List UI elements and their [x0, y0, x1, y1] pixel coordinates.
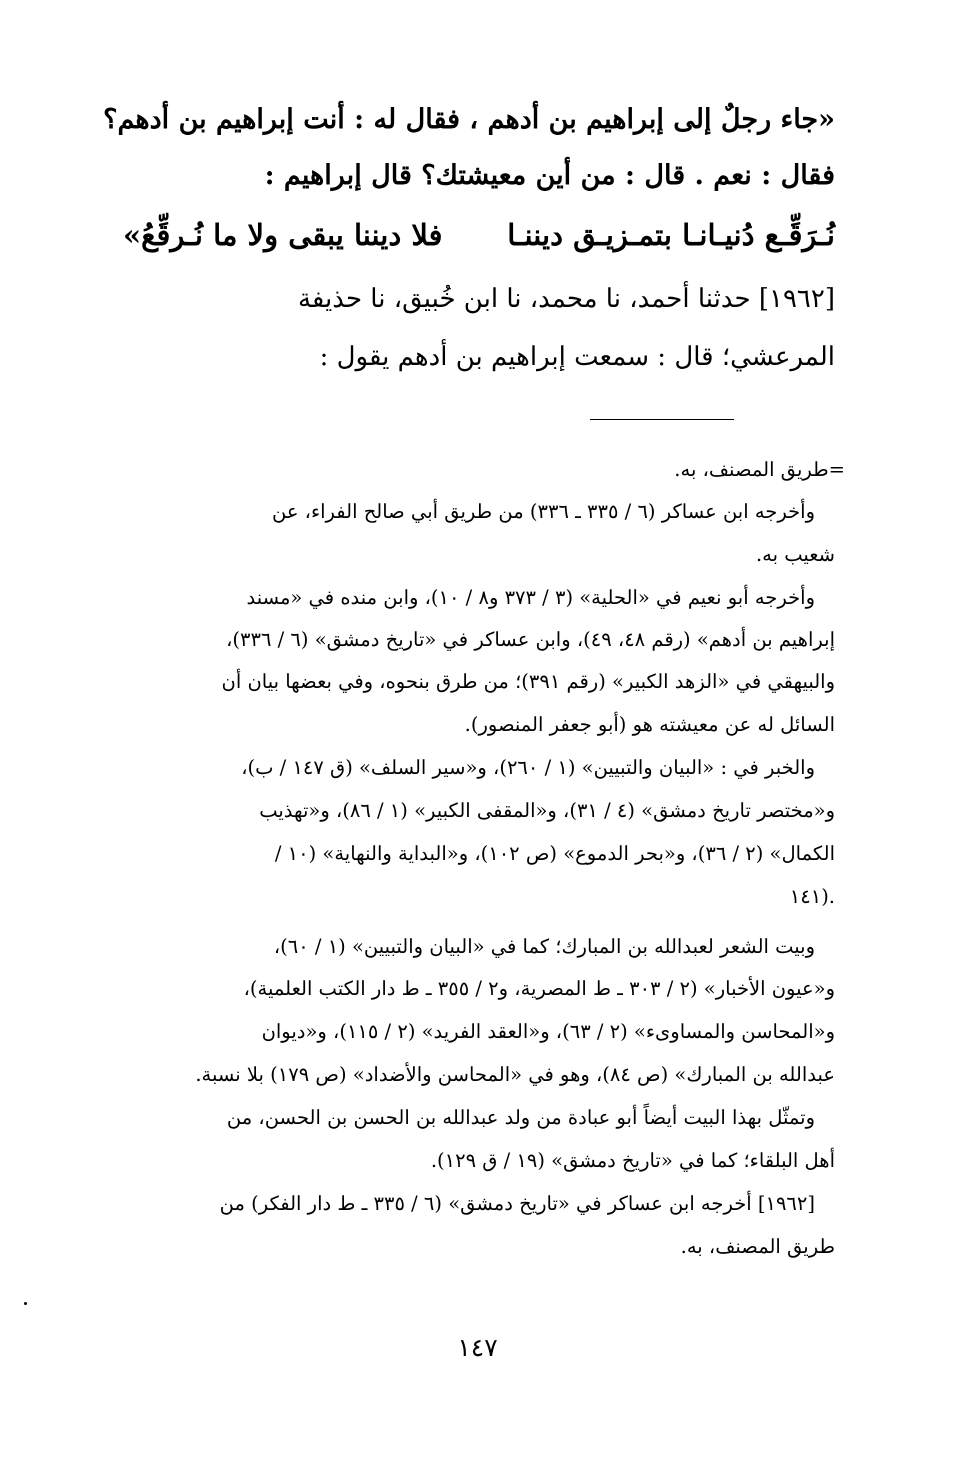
footnote-line-16: وتمثّل بهذا البيت أيضاً أبو عبادة من ولد عبدالله بن الحسن بن الحسن، من	[226, 1106, 815, 1129]
footnote-line-5: إبراهيم بن أدهم» (رقم ٤٨، ٤٩)، وابن عساكر في «تاريخ دمشق» (٦ / ٣٣٦)،	[226, 628, 835, 651]
footnote-line-6: والبيهقي في «الزهد الكبير» (رقم ٣٩١)؛ من طرق بنحوه، وفي بعضها بيان أن	[221, 670, 835, 693]
main-text-line-4: [١٩٦٢] حدثنا أحمد، نا محمد، نا ابن خُبيق، نا حذيفة	[297, 284, 835, 314]
footnote-line-3: شعيب به.	[755, 543, 835, 566]
main-text-line-5: المرعشي؛ قال : سمعت إبراهيم بن أدهم يقول :	[319, 342, 835, 372]
footnote-line-17: أهل البلقاء؛ كما في «تاريخ دمشق» (١٩ / ق ١٢٩).	[430, 1149, 835, 1172]
footnote-separator	[590, 419, 734, 420]
verse-first-hemistich: نُـرَقِّـع دُنيـانـا بتمـزيـق ديننـا	[507, 218, 835, 252]
footnote-line-14: و«المحاسن والمساوىء» (٢ / ٦٣)، و«العقد الفريد» (٢ / ١١٥)، و«ديوان	[261, 1020, 835, 1043]
footnote-line-8: والخبر في : «البيان والتبيين» (١ / ٢٦٠)، و«سير السلف» (ق ١٤٧ / ب)،	[241, 756, 815, 779]
footnote-line-15: عبدالله بن المبارك» (ص ٨٤)، وهو في «المحاسن والأضداد» (ص ١٧٩) بلا نسبة.	[195, 1063, 835, 1086]
footnote-line-4: وأخرجه أبو نعيم في «الحلية» (٣ / ٣٧٣ و٨ / ١٠)، وابن منده في «مسند	[246, 586, 815, 609]
footnote-line-7: السائل له عن معيشته هو (أبو جعفر المنصور).	[464, 713, 835, 736]
footnote-line-13: و«عيون الأخبار» (٢ / ٣٠٣ ـ ط المصرية، و٢ / ٣٥٥ ـ ط دار الكتب العلمية)،	[243, 977, 835, 1000]
footnote-line-10: الكمال» (٢ / ٣٦)، و«بحر الدموع» (ص ١٠٢)، و«البداية والنهاية» (١٠ /	[274, 842, 835, 865]
footnote-line-9: و«مختصر تاريخ دمشق» (٤ / ٣١)، و«المقفى الكبير» (١ / ٨٦)، و«تهذيب	[259, 799, 835, 822]
verse-second-hemistich: فلا ديننا يبقى ولا ما نُـرقِّعُ»	[123, 218, 443, 252]
footnote-line-19: طريق المصنف، به.	[680, 1235, 835, 1258]
footnote-line-2: وأخرجه ابن عساكر (٦ / ٣٣٥ ـ ٣٣٦) من طريق أبي صالح الفراء، عن	[271, 500, 815, 523]
stray-mark	[24, 1302, 27, 1305]
page-number: ١٤٧	[457, 1333, 498, 1362]
footnote-line-11: ١٤١).	[789, 885, 835, 908]
main-text-line-2: فقال : نعم . قال : من أين معيشتك؟ قال إبراهيم :	[264, 160, 835, 191]
footnote-line-18: [١٩٦٢] أخرجه ابن عساكر في «تاريخ دمشق» (٦ / ٣٣٥ ـ ط دار الفكر) من	[219, 1192, 815, 1215]
footnote-line-12: وبيت الشعر لعبدالله بن المبارك؛ كما في «البيان والتبيين» (١ / ٦٠)،	[273, 935, 815, 958]
main-text-line-1: «جاء رجلٌ إلى إبراهيم بن أدهم ، فقال له : أنت إبراهيم بن أدهم؟	[103, 104, 835, 135]
footnote-line-1: =طريق المصنف، به.	[674, 458, 845, 481]
